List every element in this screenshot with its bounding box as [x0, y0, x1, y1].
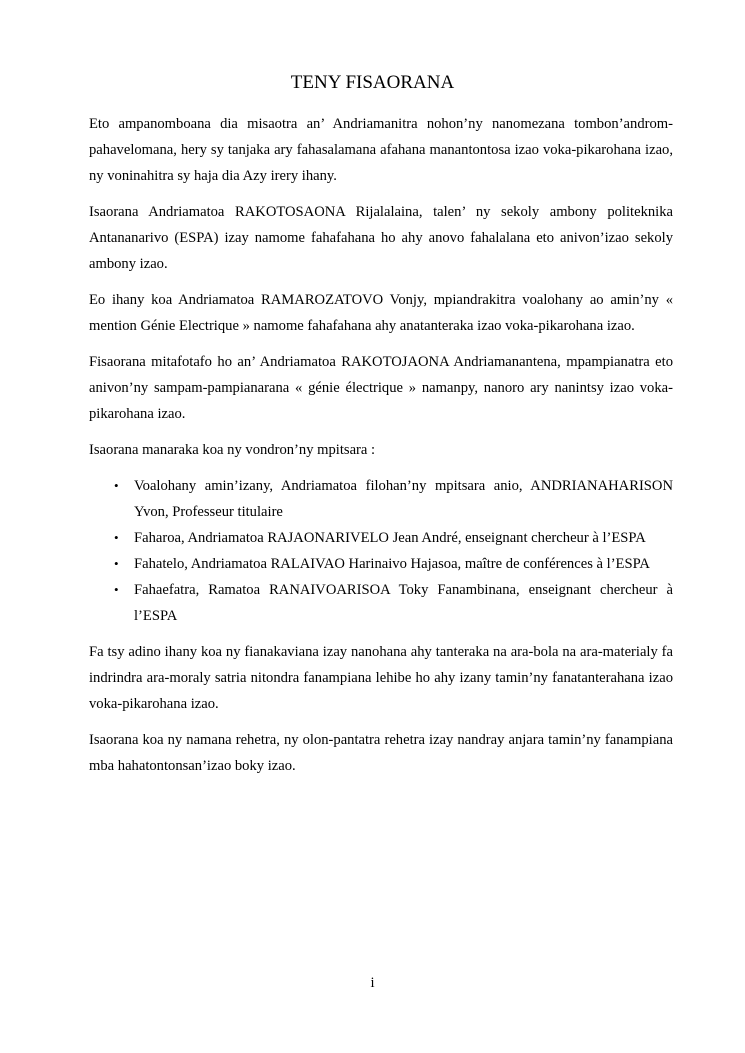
list-item-text: Voalohany amin’izany, Andriamatoa filohan’ny mpitsara anio, ANDRIANAHARISON Yvon, Professeur titulaire	[134, 478, 673, 520]
list-item	[114, 473, 673, 525]
jury-list	[89, 473, 673, 629]
paragraph-thanks-director: Isaorana Andriamatoa RAKOTOSAONA Rijalalaina, talen’ ny sekoly ambony politeknika Antananarivo (ESPA) izay namome fahafahana ho ahy anovo fahalalana eto anivon’izao sekoly ambony izao.	[89, 204, 673, 272]
paragraph-thanks-god: Eto ampanomboana dia misaotra an’ Andriamanitra nohon’ny nanomezana tombon’androm-pahavelomana, hery sy tanjaka ary fahasalamana afahana manantontosa izao voka-pikarohana izao, ny voninahitra sy haja dia Azy irery ihany.	[89, 116, 673, 184]
list-item-text: Faharoa, Andriamatoa RAJAONARIVELO Jean André, enseignant chercheur à l’ESPA	[134, 530, 646, 546]
page-body	[89, 111, 673, 789]
bullet-icon: •	[114, 530, 119, 545]
list-item-text: Fahaefatra, Ramatoa RANAIVOARISOA Toky Fanambinana, enseignant chercheur à l’ESPA	[134, 582, 673, 624]
page-title: TENY FISAORANA	[290, 72, 455, 93]
bullet-icon: •	[114, 478, 119, 493]
paragraph-thanks-friends: Isaorana koa ny namana rehetra, ny olon-pantatra rehetra izay nandray anjara tamin’ny fanampiana mba hahatontonsan’izao boky izao.	[89, 732, 673, 774]
paragraph-thanks-supervisor: Fisaorana mitafotafo ho an’ Andriamatoa RAKOTOJAONA Andriamanantena, mpampianatra eto anivon’ny sampam-pampianarana « génie électrique » namanpy, nanoro ary nanintsy izao voka-pikarohana izao.	[89, 354, 673, 422]
paragraph-jury-intro: Isaorana manaraka koa ny vondron’ny mpitsara :	[89, 442, 376, 458]
paragraph-thanks-family: Fa tsy adino ihany koa ny fianakaviana izay nanohana ahy tanteraka na ara-bola na ara-materialy fa indrindra ara-moraly satria nitondra fanampiana lehibe ho ahy izany tamin’ny fanatanterahana izao voka-pikarohana izao.	[89, 644, 673, 712]
list-item	[114, 525, 673, 551]
list-item	[114, 577, 673, 629]
paragraph-thanks-head: Eo ihany koa Andriamatoa RAMAROZATOVO Vonjy, mpiandrakitra voalohany ao amin’ny « mention Génie Electrique » namome fahafahana ahy anatanteraka izao voka-pikarohana izao.	[89, 292, 673, 334]
page-number: i	[370, 975, 375, 991]
list-item-text: Fahatelo, Andriamatoa RALAIVAO Harinaivo Hajasoa, maître de conférences à l’ESPA	[134, 556, 650, 572]
bullet-icon: •	[114, 556, 119, 571]
list-item	[114, 551, 673, 577]
bullet-icon: •	[114, 582, 119, 597]
